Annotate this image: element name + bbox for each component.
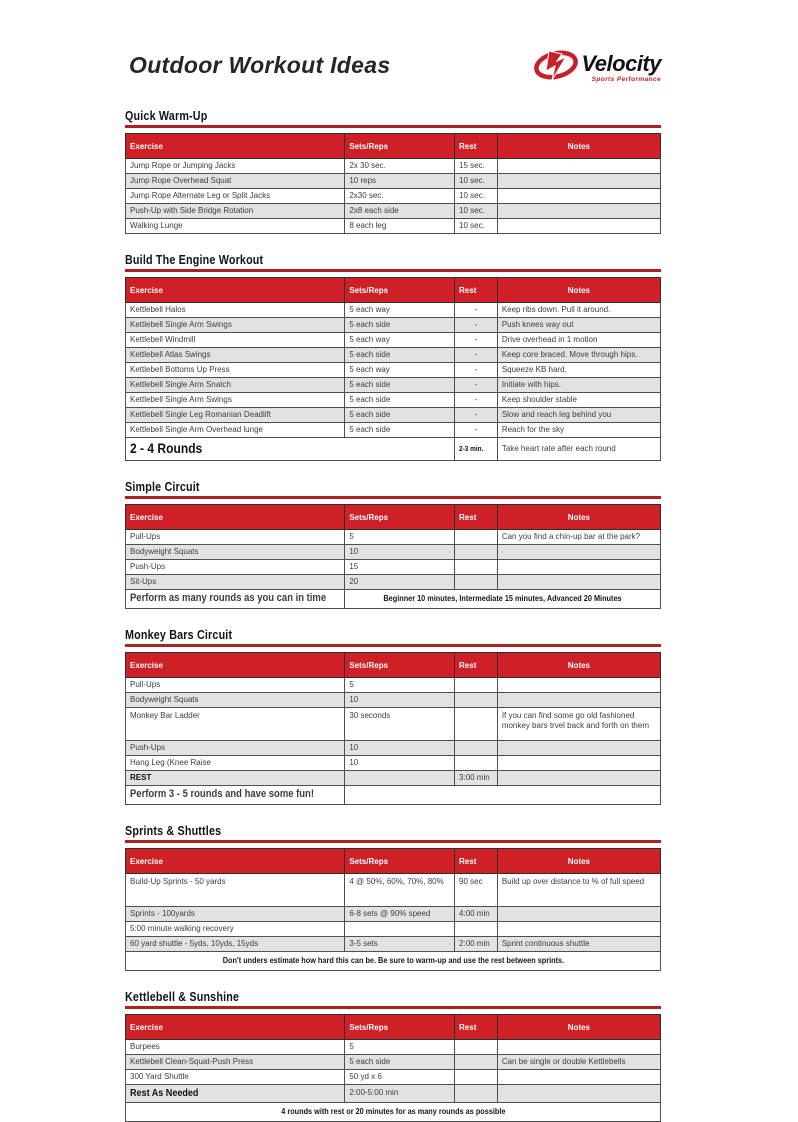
footer-label-text: Perform as many rounds as you can in time — [130, 591, 327, 604]
table-row — [126, 159, 661, 174]
table-row — [126, 707, 661, 740]
rest-cell — [455, 707, 498, 740]
table-row — [126, 529, 661, 544]
rest-cell: 90 sec — [455, 873, 498, 906]
column-header-rest: Rest — [455, 652, 498, 677]
column-header-exercise: Exercise — [126, 134, 345, 159]
velocity-logo — [533, 44, 661, 91]
sets-reps-cell: 30 seconds — [345, 707, 455, 740]
logo-tagline: Sports Performance — [591, 75, 661, 83]
notes-cell — [497, 544, 660, 559]
rest-cell — [455, 921, 498, 936]
sets-reps-cell: 5 — [345, 677, 455, 692]
table-row — [126, 423, 661, 438]
table-row — [126, 348, 661, 363]
section-title — [125, 250, 661, 267]
column-header-setsreps: Sets/Reps — [345, 848, 455, 873]
column-header-notes: Notes — [497, 652, 660, 677]
footer-merged-cell — [126, 1102, 661, 1121]
rest-cell: 3:00 min — [455, 770, 498, 785]
rest-cell — [455, 755, 498, 770]
column-header-rest: Rest — [455, 848, 498, 873]
notes-cell — [497, 692, 660, 707]
exercise-cell: Kettlebell Single Arm Swings — [126, 318, 345, 333]
logo-brand-name: Velocity — [581, 50, 661, 76]
sets-reps-cell: 5 each way — [345, 363, 455, 378]
section-title — [125, 625, 661, 642]
footer-label-text: 2 - 4 Rounds — [130, 440, 203, 456]
exercise-cell: 300 Yard Shuttle — [126, 1069, 345, 1084]
sets-reps-cell: 5 each side — [345, 378, 455, 393]
exercise-cell: Bodyweight Squats — [126, 692, 345, 707]
table-row — [126, 303, 661, 318]
rest-cell — [455, 1084, 498, 1102]
workout-table — [125, 652, 661, 805]
table-body — [126, 677, 661, 804]
workout-section — [125, 106, 661, 234]
exercise-cell: Push-Ups — [126, 559, 345, 574]
notes-cell — [497, 1069, 660, 1084]
sets-reps-cell: 15 — [345, 559, 455, 574]
section-title — [125, 987, 661, 1004]
workout-table — [125, 133, 661, 234]
column-header-exercise: Exercise — [126, 652, 345, 677]
sets-reps-cell: 20 — [345, 574, 455, 589]
table-row — [126, 174, 661, 189]
notes-cell: Push knees way out — [497, 318, 660, 333]
table-body — [126, 1039, 661, 1121]
rest-cell — [455, 1039, 498, 1054]
exercise-cell: Kettlebell Single Arm Snatch — [126, 378, 345, 393]
exercise-cell: Kettlebell Single Arm Overhead lunge — [126, 423, 345, 438]
page-title: Outdoor Workout Ideas — [129, 52, 391, 78]
exercise-cell: Pull-Ups — [126, 677, 345, 692]
sets-reps-cell: 2x8 each side — [345, 204, 455, 219]
table-footer-row — [126, 785, 661, 804]
notes-cell: Reach for the sky — [497, 423, 660, 438]
workout-table — [125, 277, 661, 461]
footer-label-cell — [126, 589, 345, 608]
rest-cell: - — [455, 393, 498, 408]
workout-table — [125, 1014, 661, 1122]
sets-reps-cell: 5 each way — [345, 303, 455, 318]
section-title-rule — [125, 1006, 661, 1009]
workout-table — [125, 504, 661, 609]
table-header-row — [126, 278, 661, 303]
exercise-cell: Kettlebell Single Arm Swings — [126, 393, 345, 408]
sets-reps-cell: 5 each way — [345, 333, 455, 348]
notes-cell — [497, 1084, 660, 1102]
table-row — [126, 1084, 661, 1102]
rest-cell — [455, 677, 498, 692]
exercise-cell: Kettlebell Single Leg Romanian Deadlift — [126, 408, 345, 423]
exercise-cell: Jump Rope Overhead Squat — [126, 174, 345, 189]
exercise-cell: REST — [126, 770, 345, 785]
exercise-cell: Kettlebell Halos — [126, 303, 345, 318]
table-row — [126, 378, 661, 393]
column-header-notes: Notes — [497, 278, 660, 303]
section-title-text: Simple Circuit — [125, 479, 200, 494]
sets-reps-cell: 2:00-5:00 min — [345, 1084, 455, 1102]
workout-section — [125, 250, 661, 461]
exercise-cell: Jump Rope Alternate Leg or Split Jacks — [126, 189, 345, 204]
notes-cell: Keep shoulder stable — [497, 393, 660, 408]
table-footer-row — [126, 951, 661, 970]
table-row — [126, 189, 661, 204]
table-row — [126, 936, 661, 951]
table-row — [126, 219, 661, 234]
document-page — [125, 44, 661, 1122]
section-title-rule — [125, 496, 661, 499]
rest-cell: - — [455, 348, 498, 363]
notes-cell: If you can find some go old fashioned monkey bars trvel back and forth on them — [497, 707, 660, 740]
column-header-notes: Notes — [497, 848, 660, 873]
notes-cell — [497, 755, 660, 770]
rest-cell — [455, 574, 498, 589]
notes-cell: Sprint continuous shuttle — [497, 936, 660, 951]
column-header-exercise: Exercise — [126, 1014, 345, 1039]
exercise-cell: Jump Rope or Jumping Jacks — [126, 159, 345, 174]
rest-cell: - — [455, 318, 498, 333]
table-header-row — [126, 1014, 661, 1039]
exercise-cell: Burpees — [126, 1039, 345, 1054]
rest-cell: - — [455, 363, 498, 378]
table-head — [126, 504, 661, 529]
sets-reps-cell: 5 — [345, 1039, 455, 1054]
table-head — [126, 134, 661, 159]
sets-reps-cell: 3-5 sets — [345, 936, 455, 951]
table-row — [126, 363, 661, 378]
table-row — [126, 1039, 661, 1054]
notes-cell: Can be single or double Kettlebells — [497, 1054, 660, 1069]
footer-rest-cell — [455, 438, 498, 461]
footer-merged-text: 4 rounds with rest or 20 minutes for as many rounds as possible — [280, 1106, 506, 1117]
table-row — [126, 318, 661, 333]
notes-cell — [497, 174, 660, 189]
table-row — [126, 408, 661, 423]
sets-reps-cell: 10 — [345, 740, 455, 755]
table-row — [126, 921, 661, 936]
notes-cell — [497, 559, 660, 574]
notes-cell: Slow and reach leg behind you — [497, 408, 660, 423]
rest-cell — [455, 692, 498, 707]
column-header-exercise: Exercise — [126, 848, 345, 873]
table-row — [126, 692, 661, 707]
rest-cell: 2:00 min — [455, 936, 498, 951]
workout-section — [125, 625, 661, 805]
workout-section — [125, 987, 661, 1122]
rest-cell — [455, 544, 498, 559]
column-header-setsreps: Sets/Reps — [345, 504, 455, 529]
sets-reps-cell: 2x30 sec. — [345, 189, 455, 204]
notes-cell: Keep ribs down. Pull it around. — [497, 303, 660, 318]
sets-reps-cell: 10 — [345, 544, 455, 559]
table-body — [126, 303, 661, 461]
table-head — [126, 278, 661, 303]
notes-cell: Initiate with hips. — [497, 378, 660, 393]
sets-reps-cell: 5 each side — [345, 423, 455, 438]
table-row — [126, 677, 661, 692]
section-title-text: Monkey Bars Circuit — [125, 627, 233, 642]
section-title-text: Quick Warm-Up — [125, 109, 208, 123]
notes-cell — [497, 677, 660, 692]
sets-reps-cell — [345, 770, 455, 785]
sections-container — [125, 106, 661, 1122]
section-title — [125, 477, 661, 494]
column-header-exercise: Exercise — [126, 278, 345, 303]
column-header-exercise: Exercise — [126, 504, 345, 529]
footer-rest-text: 2-3 min. — [459, 443, 484, 453]
exercise-cell: Monkey Bar Ladder — [126, 707, 345, 740]
sets-reps-cell: 6-8 sets @ 90% speed — [345, 906, 455, 921]
logo-text — [581, 50, 661, 83]
table-row — [126, 559, 661, 574]
section-title-rule — [125, 840, 661, 843]
table-head — [126, 652, 661, 677]
workout-section — [125, 477, 661, 609]
notes-cell — [497, 906, 660, 921]
table-head — [126, 848, 661, 873]
footer-label-cell — [126, 438, 455, 461]
footer-merged-text: Beginner 10 minutes, Intermediate 15 minutes, Advanced 20 Minutes — [383, 593, 622, 603]
table-head — [126, 1014, 661, 1039]
section-title-rule — [125, 125, 661, 128]
table-header-row — [126, 504, 661, 529]
workout-table — [125, 848, 661, 971]
rest-cell: - — [455, 333, 498, 348]
rest-cell: 10 sec. — [455, 189, 498, 204]
footer-merged-cell — [345, 589, 661, 608]
footer-merged-text: Don't unders estimate how hard this can be. Be sure to warm-up and use the rest between sprints. — [222, 955, 564, 965]
rest-cell: 4:00 min — [455, 906, 498, 921]
exercise-cell: Kettlebell Bottoms Up Press — [126, 363, 345, 378]
section-title-rule — [125, 644, 661, 647]
column-header-notes: Notes — [497, 504, 660, 529]
table-row — [126, 1054, 661, 1069]
footer-label-cell — [126, 785, 345, 804]
column-header-notes: Notes — [497, 1014, 660, 1039]
section-title-rule — [125, 269, 661, 272]
notes-cell — [497, 204, 660, 219]
rest-cell — [455, 559, 498, 574]
sets-reps-cell: 10 — [345, 692, 455, 707]
table-row — [126, 873, 661, 906]
exercise-cell: Kettlebell Atlas Swings — [126, 348, 345, 363]
exercise-cell: Push-Ups — [126, 740, 345, 755]
column-header-setsreps: Sets/Reps — [345, 278, 455, 303]
sets-reps-cell: 10 — [345, 755, 455, 770]
sets-reps-cell: 5 each side — [345, 1054, 455, 1069]
rest-cell — [455, 740, 498, 755]
column-header-rest: Rest — [455, 134, 498, 159]
exercise-cell: Hang Leg (Knee Raise — [126, 755, 345, 770]
rest-cell: 10 sec. — [455, 219, 498, 234]
notes-cell — [497, 921, 660, 936]
section-title-text: Build The Engine Workout — [125, 253, 264, 267]
section-title — [125, 106, 661, 123]
sets-reps-cell: 5 each side — [345, 408, 455, 423]
footer-merged-cell — [126, 951, 661, 970]
rest-cell — [455, 1069, 498, 1084]
table-row — [126, 544, 661, 559]
exercise-cell: 60 yard shuttle - 5yds, 10yds, 15yds — [126, 936, 345, 951]
exercise-cell: Sprints - 100yards — [126, 906, 345, 921]
notes-cell: Build up over distance to % of full speed — [497, 873, 660, 906]
table-footer-row — [126, 1102, 661, 1121]
rest-cell — [455, 529, 498, 544]
sets-reps-cell: 5 each side — [345, 393, 455, 408]
column-header-setsreps: Sets/Reps — [345, 1014, 455, 1039]
table-row — [126, 333, 661, 348]
sets-reps-cell: 5 each side — [345, 318, 455, 333]
exercise-cell: Kettlebell Clean-Squat-Push Press — [126, 1054, 345, 1069]
footer-notes-cell: Take heart rate after each round — [497, 438, 660, 461]
sets-reps-cell: 5 each side — [345, 348, 455, 363]
sets-reps-cell: 10 reps — [345, 174, 455, 189]
notes-cell — [497, 189, 660, 204]
rest-cell: - — [455, 303, 498, 318]
table-header-row — [126, 652, 661, 677]
rest-cell: 10 sec. — [455, 204, 498, 219]
notes-cell — [497, 740, 660, 755]
rest-cell: - — [455, 408, 498, 423]
notes-cell — [497, 770, 660, 785]
exercise-big-label: Rest As Needed — [130, 1086, 199, 1099]
notes-cell — [497, 1039, 660, 1054]
rest-cell: - — [455, 423, 498, 438]
column-header-rest: Rest — [455, 278, 498, 303]
notes-cell: Can you find a chin-up bar at the park? — [497, 529, 660, 544]
workout-section — [125, 821, 661, 971]
table-body — [126, 529, 661, 608]
sets-reps-cell: 5 — [345, 529, 455, 544]
exercise-cell: Build-Up Sprints - 50 yards — [126, 873, 345, 906]
sets-reps-cell — [345, 921, 455, 936]
table-row — [126, 755, 661, 770]
exercise-cell: Pull-Ups — [126, 529, 345, 544]
rest-cell: - — [455, 378, 498, 393]
notes-cell — [497, 219, 660, 234]
exercise-cell: Sit-Ups — [126, 574, 345, 589]
table-row — [126, 574, 661, 589]
document-header — [125, 44, 661, 90]
table-row — [126, 1069, 661, 1084]
velocity-swoosh-icon — [533, 44, 579, 91]
footer-label-text: Perform 3 - 5 rounds and have some fun! — [130, 787, 314, 800]
table-body — [126, 159, 661, 234]
notes-cell: Squeeze KB hard. — [497, 363, 660, 378]
section-title-text: Sprints & Shuttles — [125, 823, 222, 838]
section-title-text: Kettlebell & Sunshine — [125, 989, 240, 1004]
rest-cell — [455, 1054, 498, 1069]
notes-cell: Keep core braced. Move through hips. — [497, 348, 660, 363]
sets-reps-cell: 4 @ 50%, 60%, 70%, 80% — [345, 873, 455, 906]
table-footer-row — [126, 589, 661, 608]
exercise-cell: Push-Up with Side Bridge Rotation — [126, 204, 345, 219]
exercise-cell — [126, 1084, 345, 1102]
column-header-setsreps: Sets/Reps — [345, 134, 455, 159]
footer-merged-cell — [345, 785, 661, 804]
column-header-notes: Notes — [497, 134, 660, 159]
sets-reps-cell: 50 yd x 6 — [345, 1069, 455, 1084]
notes-cell: Drive overhead in 1 motion — [497, 333, 660, 348]
exercise-cell: Walking Lunge — [126, 219, 345, 234]
exercise-cell: 5:00 minute walking recovery — [126, 921, 345, 936]
exercise-cell: Bodyweight Squats — [126, 544, 345, 559]
notes-cell — [497, 574, 660, 589]
table-footer-row — [126, 438, 661, 461]
table-row — [126, 740, 661, 755]
table-row — [126, 204, 661, 219]
column-header-rest: Rest — [455, 1014, 498, 1039]
sets-reps-cell: 2x 30 sec. — [345, 159, 455, 174]
table-row — [126, 393, 661, 408]
table-header-row — [126, 848, 661, 873]
exercise-cell: Kettlebell Windmill — [126, 333, 345, 348]
table-header-row — [126, 134, 661, 159]
table-row — [126, 906, 661, 921]
notes-cell — [497, 159, 660, 174]
column-header-setsreps: Sets/Reps — [345, 652, 455, 677]
table-body — [126, 873, 661, 970]
rest-cell: 15 sec. — [455, 159, 498, 174]
section-title — [125, 821, 661, 838]
rest-cell: 10 sec. — [455, 174, 498, 189]
column-header-rest: Rest — [455, 504, 498, 529]
table-row — [126, 770, 661, 785]
sets-reps-cell: 8 each leg — [345, 219, 455, 234]
